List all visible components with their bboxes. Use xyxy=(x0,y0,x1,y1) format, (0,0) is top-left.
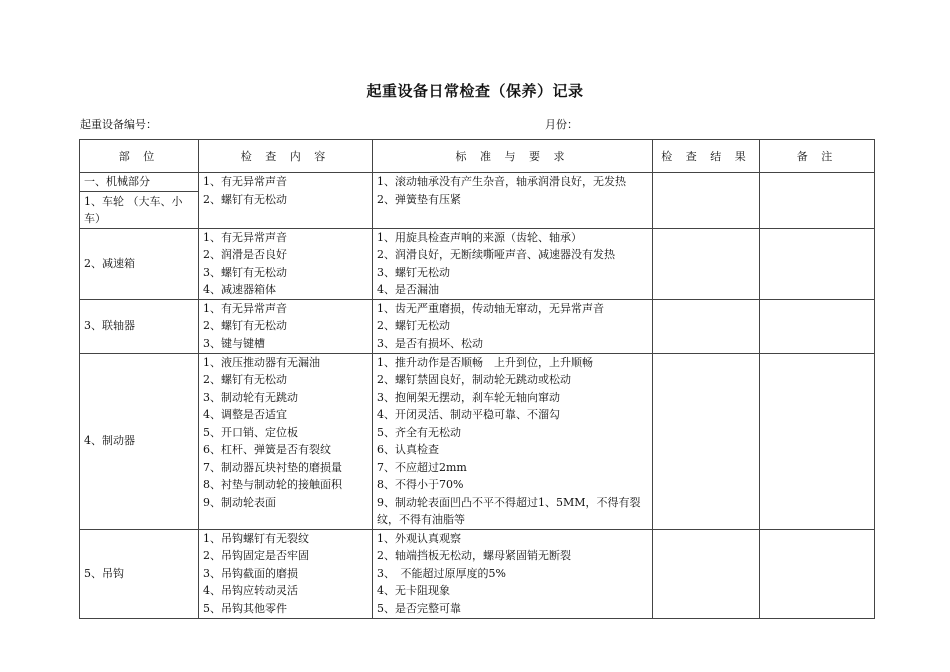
standard-item: 3、 不能超过原厚度的5% xyxy=(377,566,506,580)
part-label: 2、减速箱 xyxy=(80,228,199,299)
standards-cell xyxy=(373,228,653,299)
part-label: 1、车轮 （大车、小车） xyxy=(80,191,199,228)
header-result: 检 查 结 果 xyxy=(653,140,760,173)
page-title: 起重设备日常检查（保养）记录 xyxy=(366,82,584,100)
check-items-cell xyxy=(199,529,373,618)
header-standard: 标 准 与 要 求 xyxy=(373,140,653,173)
table-row xyxy=(80,353,875,529)
check-item: 5、吊钩其他零件 xyxy=(203,601,287,615)
standard-item: 6、认真检查 xyxy=(377,443,439,456)
check-item: 3、键与键槽 xyxy=(203,336,265,350)
check-item: 1、有无异常声音 xyxy=(203,175,287,188)
check-item: 7、制动器瓦块衬垫的磨损量 xyxy=(203,460,342,474)
check-item: 1、有无异常声音 xyxy=(203,301,287,315)
check-item: 9、制动轮表面 xyxy=(203,495,276,509)
check-item: 2、螺钉有无松动 xyxy=(203,319,287,332)
standard-item: 1、用旋具检查声响的来源（齿轮、轴承） xyxy=(377,230,582,244)
check-item: 1、吊钩螺钉有无裂纹 xyxy=(203,531,309,545)
header-part: 部 位 xyxy=(80,140,199,173)
standard-item: 8、不得小于70% xyxy=(377,478,464,491)
check-item: 3、螺钉有无松动 xyxy=(203,265,287,279)
standard-item: 3、螺钉无松动 xyxy=(377,265,450,279)
standard-item: 1、外观认真观察 xyxy=(377,531,461,545)
standards-cell xyxy=(373,529,653,618)
standard-item: 2、螺钉无松动 xyxy=(377,319,450,332)
standard-item: 4、开闭灵活、制动平稳可靠、不溜勾 xyxy=(377,408,560,421)
inspection-table xyxy=(79,139,875,619)
check-item: 4、吊钩应转动灵活 xyxy=(203,584,298,597)
standard-item: 5、齐全有无松动 xyxy=(377,425,461,439)
check-items-cell xyxy=(199,353,373,529)
standard-item: 2、润滑良好，无断续嘶哑声音、减速器没有发热 xyxy=(377,248,615,261)
result-cell[interactable] xyxy=(653,299,760,353)
check-item: 3、制动轮有无跳动 xyxy=(203,390,298,404)
part-label: 3、联轴器 xyxy=(80,299,199,353)
check-item: 8、衬垫与制动轮的接触面积 xyxy=(203,478,342,491)
result-cell[interactable] xyxy=(653,173,760,229)
standard-item: 4、无卡阻现象 xyxy=(377,584,450,597)
month-label: 月份： xyxy=(545,118,578,131)
remark-cell[interactable] xyxy=(760,173,875,229)
table-row xyxy=(80,529,875,618)
part-label: 5、吊钩 xyxy=(80,529,199,618)
table-row xyxy=(80,228,875,299)
standard-item: 4、是否漏油 xyxy=(377,283,439,296)
standard-item: 9、制动轮表面凹凸不平不得超过1、5MM，不得有裂纹，不得有油脂等 xyxy=(377,495,641,526)
standards-cell xyxy=(373,173,653,229)
check-item: 2、润滑是否良好 xyxy=(203,248,287,261)
check-item: 6、杠杆、弹簧是否有裂纹 xyxy=(203,443,331,456)
table-row xyxy=(80,173,875,192)
remark-cell[interactable] xyxy=(760,299,875,353)
standard-item: 3、是否有损坏、松动 xyxy=(377,336,483,350)
equipment-number-label: 起重设备编号： xyxy=(80,118,157,131)
remark-cell[interactable] xyxy=(760,353,875,529)
standard-item: 2、螺钉禁固良好，制动轮无跳动或松动 xyxy=(377,373,571,386)
standards-cell xyxy=(373,299,653,353)
check-item: 2、吊钩固定是否牢固 xyxy=(203,549,309,562)
table-row xyxy=(80,299,875,353)
section-label: 一、机械部分 xyxy=(80,173,199,192)
standard-item: 1、齿无严重磨损，传动轴无窜动，无异常声音 xyxy=(377,301,604,315)
standard-item: 2、轴端挡板无松动，螺母紧固销无断裂 xyxy=(377,549,571,562)
check-items-cell xyxy=(199,228,373,299)
remark-cell[interactable] xyxy=(760,228,875,299)
standard-item: 1、滚动轴承没有产生杂音，轴承润滑良好，无发热 xyxy=(377,175,626,188)
check-item: 1、有无异常声音 xyxy=(203,230,287,244)
check-item: 2、螺钉有无松动 xyxy=(203,373,287,386)
check-item: 3、吊钩截面的磨损 xyxy=(203,566,298,580)
header-remark: 备 注 xyxy=(760,140,875,173)
standard-item: 1、推升动作是否顺畅 上升到位，上升顺畅 xyxy=(377,355,593,369)
standards-cell xyxy=(373,353,653,529)
check-items-cell xyxy=(199,173,373,229)
check-item: 2、螺钉有无松动 xyxy=(203,192,287,206)
standard-item: 3、抱闸架无摆动，刹车轮无轴向窜动 xyxy=(377,390,560,404)
standard-item: 7、不应超过2mm xyxy=(377,460,467,474)
check-item: 4、减速器箱体 xyxy=(203,283,276,296)
result-cell[interactable] xyxy=(653,353,760,529)
check-item: 5、开口销、定位板 xyxy=(203,425,298,439)
check-items-cell xyxy=(199,299,373,353)
standard-item: 5、是否完整可靠 xyxy=(377,601,461,615)
standard-item: 2、弹簧垫有压紧 xyxy=(377,192,461,206)
check-item: 1、液压推动器有无漏油 xyxy=(203,355,320,369)
part-label: 4、制动器 xyxy=(80,353,199,529)
result-cell[interactable] xyxy=(653,529,760,618)
check-item: 4、调整是否适宜 xyxy=(203,408,287,421)
table-header-row xyxy=(80,140,875,173)
result-cell[interactable] xyxy=(653,228,760,299)
header-content: 检 查 内 容 xyxy=(199,140,373,173)
remark-cell[interactable] xyxy=(760,529,875,618)
